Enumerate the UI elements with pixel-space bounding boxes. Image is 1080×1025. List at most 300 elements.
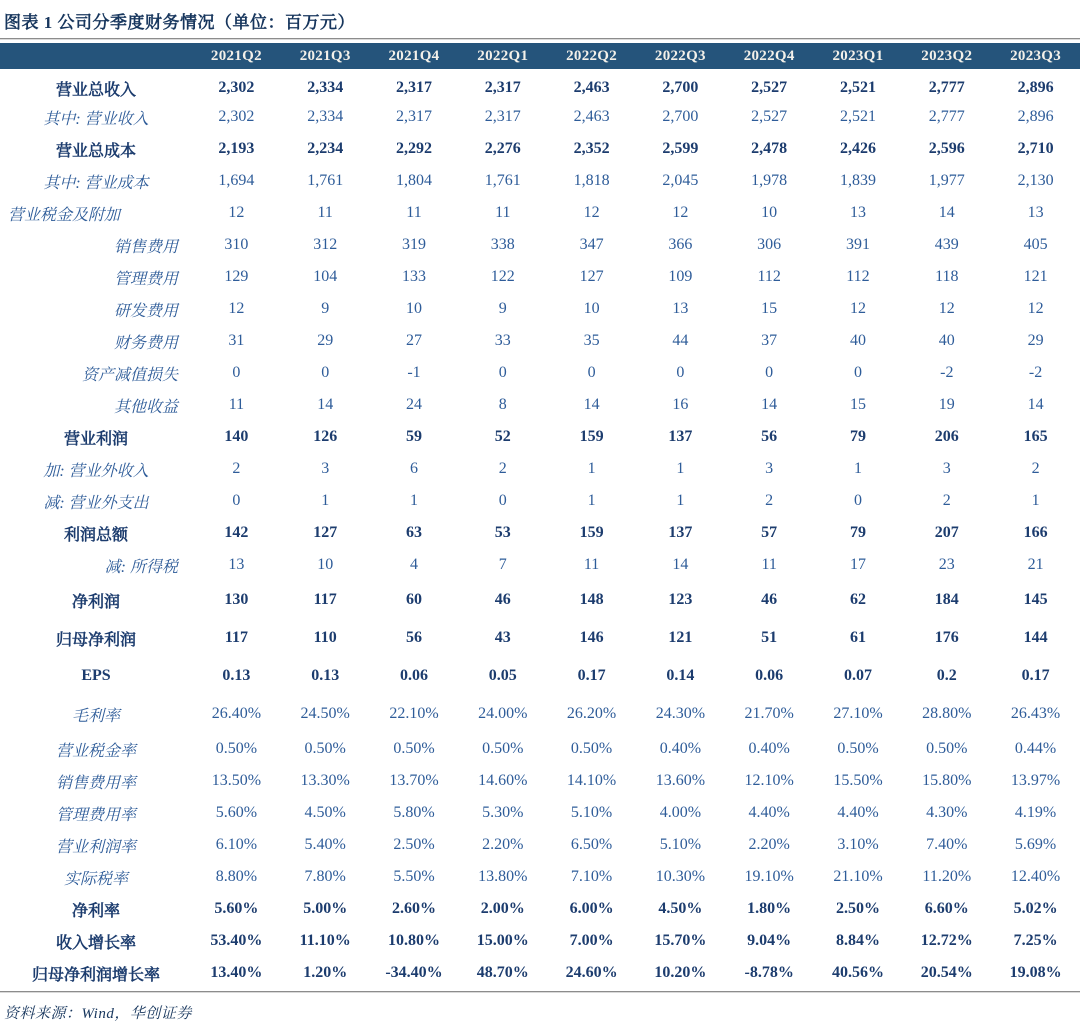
table-cell: 20.54%: [920, 964, 973, 981]
table-cell: 2,130: [1017, 172, 1054, 189]
table-cell: 11: [406, 204, 422, 221]
table-cell: 11.20%: [922, 868, 972, 885]
table-row: [0, 165, 1080, 197]
column-header-2021q2: 2021Q2: [192, 43, 281, 69]
table-cell: 1.80%: [747, 900, 792, 917]
table-cell: 2,317: [395, 79, 432, 96]
table-cell: 40.56%: [831, 964, 884, 981]
table-cell: 0.50%: [837, 740, 879, 757]
table-cell: 2,700: [662, 108, 699, 125]
row-label: 研发费用: [113, 302, 178, 320]
figure-title: 图表 1 公司分季度财务情况（单位：百万元）: [4, 13, 355, 32]
table-cell: 37: [761, 332, 778, 349]
table-cell: -8.78%: [744, 964, 794, 981]
table-cell: 0: [321, 364, 330, 381]
table-cell: 5.10%: [570, 804, 613, 821]
table-cell: 14: [938, 204, 955, 221]
table-cell: 0.17: [1021, 667, 1050, 684]
table-cell: 0.06: [755, 667, 784, 684]
table-cell: 24: [405, 396, 422, 413]
table-cell: 1: [587, 460, 596, 477]
table-cell: 5.60%: [215, 804, 258, 821]
table-cell: 7.25%: [1013, 932, 1058, 949]
table-cell: 15.50%: [833, 772, 883, 789]
table-cell: 207: [934, 524, 959, 541]
table-cell: 1: [587, 492, 596, 509]
table-row: [0, 549, 1080, 581]
row-label: 净利率: [71, 902, 120, 920]
table-cell: 310: [224, 236, 249, 253]
table-cell: -34.40%: [385, 964, 443, 981]
table-cell: 405: [1023, 236, 1048, 253]
table-cell: 4.40%: [837, 804, 879, 821]
table-cell: 338: [490, 236, 515, 253]
table-cell: 59: [405, 428, 422, 445]
table-cell: 0: [498, 364, 507, 381]
column-header-2021q4: 2021Q4: [370, 43, 459, 69]
table-cell: 0.17: [577, 667, 606, 684]
table-row: [0, 421, 1080, 453]
table-cell: 27: [405, 332, 422, 349]
table-cell: 4.50%: [304, 804, 346, 821]
table-row: [0, 733, 1080, 765]
table-row: [0, 389, 1080, 421]
table-cell: 4.00%: [659, 804, 702, 821]
table-cell: 21.70%: [744, 705, 794, 722]
table-cell: 0.50%: [393, 740, 435, 757]
row-label: 营业利润: [63, 430, 128, 448]
table-cell: 1.20%: [303, 964, 348, 981]
table-cell: 13.97%: [1010, 772, 1061, 789]
table-cell: 2,700: [662, 79, 699, 96]
table-cell: 126: [313, 428, 338, 445]
table-row: [0, 829, 1080, 861]
table-cell: 117: [224, 629, 248, 646]
table-cell: 5.50%: [393, 868, 435, 885]
table-cell: 9.04%: [747, 932, 792, 949]
table-cell: 0.40%: [748, 740, 790, 757]
table-row: [0, 293, 1080, 325]
table-cell: 137: [668, 428, 693, 445]
table-cell: 0: [853, 492, 862, 509]
table-cell: 0.13: [222, 667, 251, 684]
table-cell: 43: [494, 629, 511, 646]
table-cell: 1,977: [928, 172, 965, 189]
column-header-2021q3: 2021Q3: [281, 43, 370, 69]
table-cell: 347: [579, 236, 604, 253]
table-cell: 11: [495, 204, 511, 221]
table-cell: 1: [676, 460, 685, 477]
table-cell: 2,045: [662, 172, 699, 189]
table-cell: 14: [761, 396, 778, 413]
row-label: 净利润: [71, 593, 120, 611]
table-row: [0, 69, 1080, 101]
table-cell: 0.2: [936, 667, 957, 684]
column-header-2022q2: 2022Q2: [547, 43, 636, 69]
table-cell: 15.70%: [654, 932, 707, 949]
table-cell: 7.00%: [569, 932, 614, 949]
table-cell: 0.06: [399, 667, 428, 684]
table-cell: 11: [761, 556, 777, 573]
table-cell: 22.10%: [389, 705, 439, 722]
row-label: EPS: [81, 667, 111, 684]
table-cell: 7.40%: [926, 836, 968, 853]
table-cell: 13: [228, 556, 245, 573]
table-cell: 1,694: [218, 172, 255, 189]
table-cell: 1,978: [751, 172, 788, 189]
table-cell: 0.50%: [215, 740, 258, 757]
table-cell: 2,521: [839, 108, 876, 125]
table-cell: 127: [313, 524, 338, 541]
table-cell: 19.08%: [1009, 964, 1062, 981]
table-cell: 19: [938, 396, 955, 413]
table-body: [0, 69, 1080, 989]
table-cell: 0.44%: [1014, 740, 1057, 757]
table-cell: 2.00%: [480, 900, 525, 917]
row-label: 管理费用率: [55, 806, 136, 824]
table-cell: 13: [1027, 204, 1044, 221]
row-label: 销售费用: [113, 238, 178, 256]
table-row: [0, 485, 1080, 517]
table-cell: 5.40%: [304, 836, 346, 853]
table-cell: 122: [490, 268, 515, 285]
table-cell: 2,596: [928, 140, 965, 157]
table-cell: -1: [407, 364, 421, 381]
table-cell: 3: [321, 460, 330, 477]
table-cell: 439: [934, 236, 959, 253]
table-cell: 61: [849, 629, 866, 646]
table-cell: 117: [313, 591, 337, 608]
table-cell: 13.30%: [300, 772, 350, 789]
table-cell: 3: [942, 460, 951, 477]
column-header-2023q2: 2023Q2: [902, 43, 991, 69]
row-label: 营业税金率: [55, 742, 136, 760]
row-label: 毛利率: [71, 707, 120, 725]
table-cell: 109: [668, 268, 693, 285]
table-cell: 24.00%: [478, 705, 528, 722]
table-row: [0, 133, 1080, 165]
table-cell: 12: [938, 300, 955, 317]
table-cell: 165: [1023, 428, 1048, 445]
row-label: 营业总成本: [55, 142, 136, 160]
table-cell: 1: [409, 492, 418, 509]
table-cell: 11: [317, 204, 333, 221]
table-cell: 2.50%: [393, 836, 435, 853]
table-row: [0, 325, 1080, 357]
table-row: [0, 925, 1080, 957]
table-cell: 29: [317, 332, 334, 349]
row-label: 营业税金及附加: [8, 206, 121, 224]
table-row: [0, 619, 1080, 657]
table-cell: 2,777: [928, 79, 965, 96]
table-cell: 12: [228, 300, 245, 317]
table-row: [0, 893, 1080, 925]
table-cell: 15.00%: [476, 932, 529, 949]
row-label: 营业总收入: [55, 81, 136, 99]
table-cell: 2,317: [395, 108, 432, 125]
table-cell: 5.10%: [659, 836, 702, 853]
table-cell: 21.10%: [833, 868, 883, 885]
table-cell: 137: [668, 524, 693, 541]
row-label: 减: 营业外支出: [43, 494, 149, 512]
table-cell: 176: [934, 629, 959, 646]
table-cell: 12: [228, 204, 245, 221]
table-cell: 9: [498, 300, 507, 317]
row-label: 管理费用: [113, 270, 178, 288]
table-cell: 27.10%: [833, 705, 883, 722]
table-cell: 13.70%: [389, 772, 439, 789]
table-cell: 148: [579, 591, 604, 608]
table-cell: 1,761: [307, 172, 344, 189]
table-row: [0, 261, 1080, 293]
table-cell: 16: [672, 396, 689, 413]
table-cell: 127: [579, 268, 604, 285]
table-cell: 0: [853, 364, 862, 381]
table-cell: 46: [761, 591, 778, 608]
table-cell: 366: [668, 236, 693, 253]
table-cell: 0: [676, 364, 685, 381]
table-cell: 17: [849, 556, 866, 573]
table-cell: 112: [846, 268, 870, 285]
table-cell: 4.50%: [658, 900, 703, 917]
table-cell: 110: [313, 629, 337, 646]
table-cell: 146: [579, 629, 604, 646]
table-cell: 2,426: [839, 140, 876, 157]
table-cell: 26.43%: [1010, 705, 1061, 722]
column-header-2023q3: 2023Q3: [991, 43, 1080, 69]
table-cell: 306: [757, 236, 782, 253]
table-cell: 144: [1023, 629, 1048, 646]
row-label: 其中: 营业成本: [43, 174, 149, 192]
table-cell: 0.50%: [926, 740, 968, 757]
table-cell: 53: [494, 524, 511, 541]
table-cell: 0.50%: [304, 740, 346, 757]
table-cell: -2: [940, 364, 954, 381]
table-cell: 40: [849, 332, 866, 349]
table-cell: 1,804: [395, 172, 432, 189]
table-cell: 12.40%: [1010, 868, 1061, 885]
table-header: [0, 43, 1080, 69]
table-cell: 0: [587, 364, 596, 381]
table-cell: 133: [401, 268, 426, 285]
row-label: 归母净利润增长率: [31, 966, 160, 984]
source-note: 资料来源：Wind，华创证券: [4, 1006, 192, 1022]
table-cell: 12.72%: [920, 932, 973, 949]
table-row: [0, 197, 1080, 229]
table-row: [0, 765, 1080, 797]
table-cell: 21: [1027, 556, 1044, 573]
table-cell: 2,317: [484, 79, 521, 96]
table-cell: 13: [672, 300, 689, 317]
table-cell: 104: [313, 268, 338, 285]
table-cell: 129: [224, 268, 249, 285]
table-cell: 1: [853, 460, 862, 477]
table-cell: 2.20%: [482, 836, 524, 853]
table-cell: 206: [934, 428, 959, 445]
table-cell: 9: [321, 300, 330, 317]
table-cell: 2,463: [573, 108, 610, 125]
table-cell: 2,521: [839, 79, 876, 96]
table-cell: 11: [228, 396, 245, 413]
table-cell: 7: [498, 556, 507, 573]
table-cell: 12: [672, 204, 689, 221]
table-cell: 23: [938, 556, 955, 573]
table-cell: 123: [668, 591, 693, 608]
table-cell: 79: [849, 524, 866, 541]
table-cell: 0: [498, 492, 507, 509]
table-cell: 35: [583, 332, 600, 349]
table-cell: 2,896: [1017, 108, 1054, 125]
column-header-2022q3: 2022Q3: [636, 43, 725, 69]
table-cell: 7.10%: [570, 868, 613, 885]
table-cell: 319: [401, 236, 426, 253]
table-cell: 10.80%: [387, 932, 440, 949]
table-cell: 48.70%: [476, 964, 529, 981]
table-cell: 14.10%: [566, 772, 617, 789]
table-cell: 13.80%: [478, 868, 528, 885]
table-cell: 2,527: [751, 79, 788, 96]
table-cell: 2,276: [484, 140, 521, 157]
table-cell: 6: [409, 460, 418, 477]
row-label: 加: 营业外收入: [43, 462, 149, 480]
table-cell: 33: [494, 332, 511, 349]
table-cell: 2,463: [573, 79, 610, 96]
column-header-2022q1: 2022Q1: [458, 43, 547, 69]
table-cell: 24.30%: [655, 705, 706, 722]
table-cell: 4.30%: [926, 804, 968, 821]
table-cell: 2,777: [928, 108, 965, 125]
table-cell: 2,334: [307, 108, 344, 125]
table-cell: 11.10%: [299, 932, 351, 949]
table-row: [0, 861, 1080, 893]
table-cell: 60: [405, 591, 422, 608]
table-cell: 140: [224, 428, 249, 445]
table-cell: 10.30%: [655, 868, 706, 885]
table-cell: 10: [583, 300, 600, 317]
table-cell: 3: [765, 460, 774, 477]
row-label: 利润总额: [63, 526, 128, 544]
table-cell: 6.50%: [570, 836, 613, 853]
table-cell: 1,839: [839, 172, 876, 189]
table-cell: 0.13: [311, 667, 340, 684]
table-cell: 112: [757, 268, 781, 285]
table-cell: 2,302: [218, 108, 255, 125]
table-cell: 2.20%: [748, 836, 790, 853]
table-cell: 312: [313, 236, 338, 253]
table-cell: 2: [765, 492, 774, 509]
table-cell: 145: [1023, 591, 1048, 608]
table-cell: 2: [942, 492, 951, 509]
table-cell: 166: [1023, 524, 1048, 541]
table-cell: 0.50%: [482, 740, 524, 757]
table-cell: 15: [761, 300, 778, 317]
table-row: [0, 957, 1080, 989]
table-cell: 2: [498, 460, 507, 477]
table-cell: 52: [494, 428, 511, 445]
table-cell: 29: [1027, 332, 1044, 349]
table-cell: 184: [934, 591, 959, 608]
table-cell: 14: [317, 396, 334, 413]
table-cell: 26.20%: [566, 705, 617, 722]
table-cell: 10: [405, 300, 422, 317]
table-cell: 15: [849, 396, 866, 413]
quarterly-financials-table: [0, 43, 1080, 989]
table-cell: 12.10%: [744, 772, 794, 789]
table-cell: 14: [1027, 396, 1044, 413]
table-cell: 5.60%: [214, 900, 259, 917]
table-cell: 2,599: [662, 140, 699, 157]
table-cell: 5.30%: [482, 804, 524, 821]
table-cell: 26.40%: [211, 705, 262, 722]
row-label: 归母净利润: [55, 631, 136, 649]
table-cell: 15.80%: [922, 772, 972, 789]
table-cell: 12: [1027, 300, 1044, 317]
table-cell: 4: [409, 556, 418, 573]
table-row: [0, 101, 1080, 133]
table-cell: 8.84%: [835, 932, 880, 949]
table-cell: 10: [317, 556, 334, 573]
table-cell: 11: [583, 556, 600, 573]
table-cell: 40: [938, 332, 955, 349]
table-cell: 10.20%: [654, 964, 707, 981]
table-cell: 13.50%: [211, 772, 262, 789]
table-cell: 19.10%: [744, 868, 794, 885]
row-label: 实际税率: [63, 870, 128, 888]
table-cell: 0: [232, 364, 241, 381]
table-cell: 5.00%: [303, 900, 348, 917]
table-cell: 118: [935, 268, 959, 285]
table-cell: 5.69%: [1014, 836, 1057, 853]
table-cell: 13: [849, 204, 866, 221]
table-cell: 2,292: [395, 140, 432, 157]
table-cell: 56: [761, 428, 778, 445]
table-cell: 14.60%: [478, 772, 528, 789]
table-cell: 13.40%: [210, 964, 263, 981]
table-cell: 2.60%: [391, 900, 436, 917]
table-cell: 1: [676, 492, 685, 509]
table-cell: 62: [849, 591, 866, 608]
corner-cell: [0, 43, 192, 69]
row-label: 营业利润率: [55, 838, 136, 856]
table-row: [0, 453, 1080, 485]
table-row: [0, 229, 1080, 261]
table-row: [0, 581, 1080, 619]
table-cell: 0.14: [666, 667, 695, 684]
table-cell: 24.50%: [300, 705, 350, 722]
table-cell: 14: [672, 556, 689, 573]
table-cell: 159: [579, 524, 604, 541]
table-cell: 8: [498, 396, 507, 413]
table-cell: 2.50%: [835, 900, 880, 917]
top-rule: [0, 38, 1080, 40]
table-cell: 2,478: [751, 140, 788, 157]
table-cell: 2,352: [573, 140, 610, 157]
table-cell: 8.80%: [215, 868, 258, 885]
row-label: 财务费用: [113, 334, 178, 352]
row-label: 资产减值损失: [81, 366, 178, 384]
table-cell: 2,234: [307, 140, 344, 157]
table-cell: 0.40%: [659, 740, 702, 757]
table-cell: 63: [405, 524, 422, 541]
row-label: 收入增长率: [55, 934, 136, 952]
table-cell: 2,193: [218, 140, 255, 157]
table-cell: 2: [232, 460, 241, 477]
table-cell: 31: [228, 332, 245, 349]
table-cell: 121: [1023, 268, 1048, 285]
table-cell: 6.60%: [924, 900, 969, 917]
table-cell: 2: [1031, 460, 1040, 477]
table-cell: 2,896: [1017, 79, 1054, 96]
